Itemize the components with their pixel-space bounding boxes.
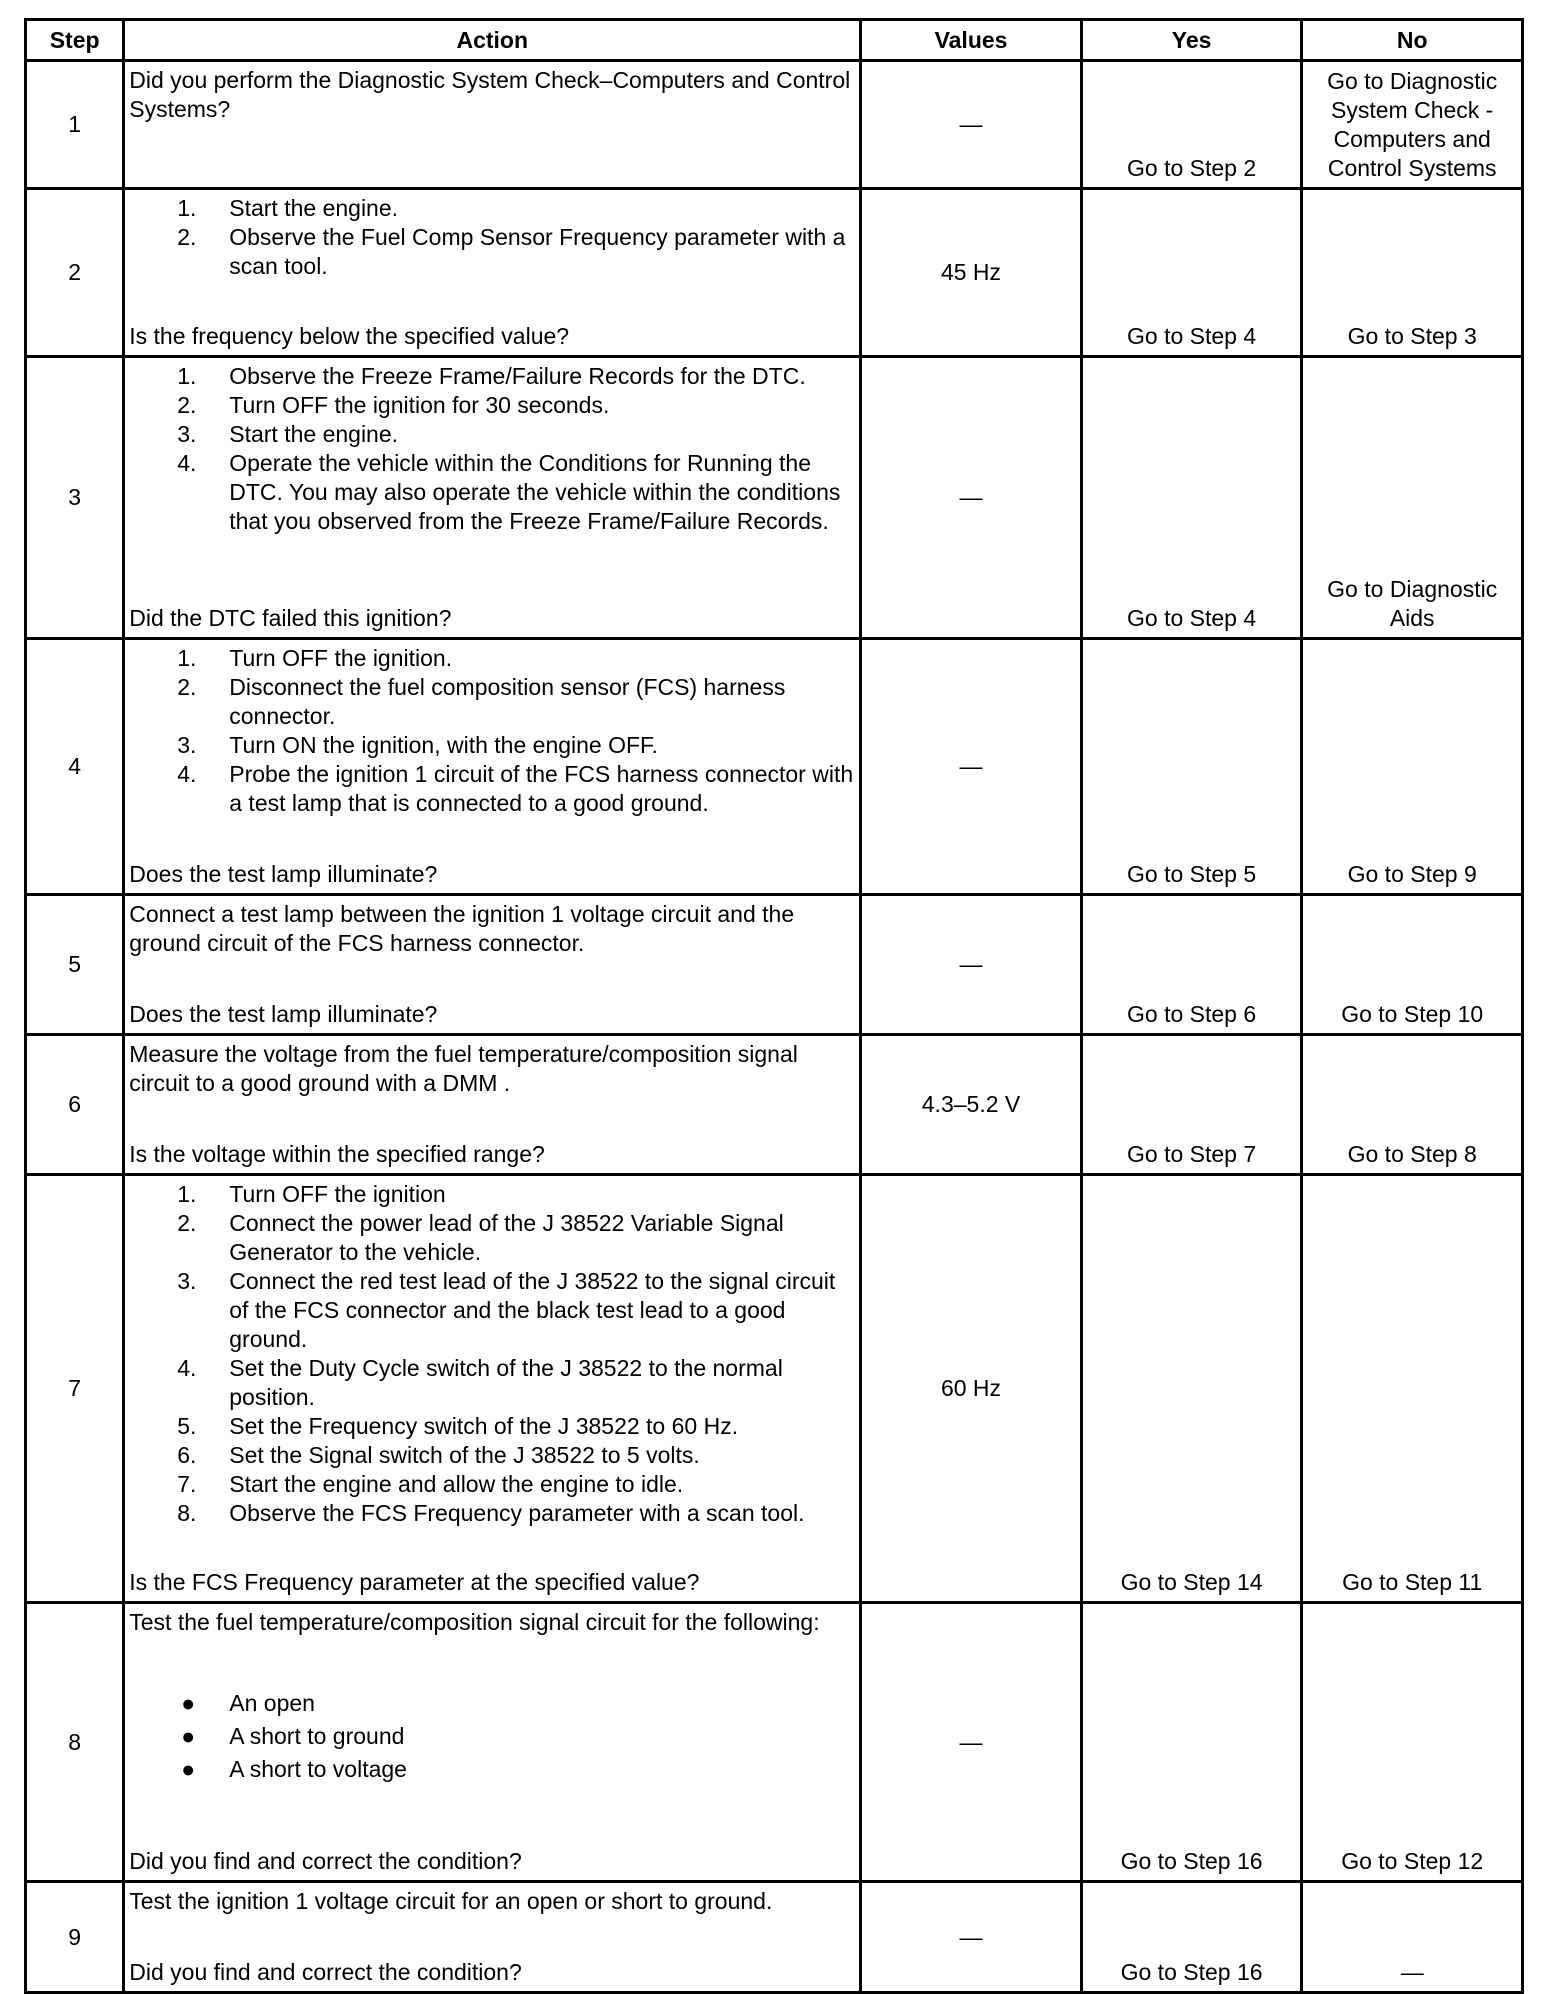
no-action: Go to Step 3 [1347,323,1477,349]
list-item [129,194,855,223]
action-cell [124,189,861,357]
table-row [26,189,1523,357]
yes-action: Go to Step 16 [1120,1848,1263,1874]
yes-action: Go to Step 4 [1127,323,1257,349]
step-number: 8 [26,1603,124,1882]
yes-cell [1081,189,1302,357]
table-row [26,1882,1523,1993]
action-instruction: Measure the voltage from the fuel temperature/composition signal circuit to a good ground with a DMM . [129,1041,798,1096]
value-cell: — [861,1603,1082,1882]
list-item-text: Operate the vehicle within the Conditions for Running the DTC. You may also operate the vehicle within the conditions that you observed from the Freeze Frame/Failure Records. [229,450,841,534]
value-cell: 4.3–5.2 V [861,1035,1082,1175]
action-cell [124,895,861,1035]
action-steps-list [129,362,855,536]
list-item [129,391,855,420]
list-item [129,731,855,760]
list-item-number: 4. [177,761,197,787]
list-item [129,362,855,391]
list-item-text: Start the engine and allow the engine to idle. [229,1471,684,1497]
action-question: Does the test lamp illuminate? [129,861,438,887]
list-item-text: Start the engine. [229,421,399,447]
list-item-number: 3. [177,421,197,447]
list-item [129,1267,855,1354]
list-item [129,673,855,731]
list-item-text: A short to ground [229,1723,405,1749]
no-action: Go to Diagnostic Aids [1327,576,1498,631]
spacer [129,1916,855,1958]
list-item-text: Set the Signal switch of the J 38522 to 5 volts. [229,1442,700,1468]
no-action: — [1400,1959,1424,1985]
step-number: 1 [26,61,124,189]
spacer [129,536,855,604]
action-cell [124,61,861,189]
yes-action: Go to Step 14 [1120,1569,1263,1595]
yes-cell [1081,357,1302,639]
list-item [129,1499,855,1528]
action-cell [124,1882,861,1993]
no-action: Go to Diagnostic System Check - Computers and Control Systems [1327,68,1498,181]
table-row [26,1175,1523,1603]
value-cell: — [861,895,1082,1035]
list-item [129,1209,855,1267]
spacer [129,958,855,1000]
action-question: Does the test lamp illuminate? [129,1001,438,1027]
list-item [129,1180,855,1209]
bullet-icon: ● [181,1690,196,1716]
yes-action: Go to Step 6 [1127,1001,1257,1027]
table-row [26,639,1523,895]
list-item-text: Disconnect the fuel composition sensor (FCS) harness connector. [229,674,786,729]
value-cell: — [861,1882,1082,1993]
list-item-number: 1. [177,1181,197,1207]
list-item-text: Observe the Fuel Comp Sensor Frequency parameter with a scan tool. [229,224,846,279]
action-instruction: Connect a test lamp between the ignition 1 voltage circuit and the ground circuit of the FCS harness connector. [129,901,795,956]
list-item [129,1412,855,1441]
step-number: 3 [26,357,124,639]
header-values: Values [861,20,1082,61]
list-item [129,420,855,449]
yes-action: Go to Step 2 [1127,155,1257,181]
diagnostic-table [24,18,1524,1994]
yes-cell [1081,1603,1302,1882]
no-cell [1302,357,1523,639]
list-item-number: 3. [177,732,197,758]
action-question: Is the FCS Frequency parameter at the specified value? [129,1569,700,1595]
yes-cell [1081,1035,1302,1175]
list-item-number: 2. [177,1210,197,1236]
action-instruction: Did you perform the Diagnostic System Check–Computers and Control Systems? [129,67,851,122]
list-item-text: Turn OFF the ignition for 30 seconds. [229,392,610,418]
spacer [129,281,855,322]
yes-action: Go to Step 5 [1127,861,1257,887]
action-steps-list [129,1180,855,1528]
action-question: Did you find and correct the condition? [129,1959,522,1985]
yes-action: Go to Step 7 [1127,1141,1257,1167]
yes-cell [1081,639,1302,895]
value-cell: — [861,639,1082,895]
action-question: Did you find and correct the condition? [129,1848,522,1874]
bullet-icon: ● [181,1756,196,1782]
list-item-text: Set the Frequency switch of the J 38522 to 60 Hz. [229,1413,739,1439]
list-item-text: Turn OFF the ignition. [229,645,453,671]
list-item-number: 1. [177,645,197,671]
list-item-number: 7. [177,1471,197,1497]
no-cell [1302,189,1523,357]
header-step: Step [26,20,124,61]
no-cell [1302,1882,1523,1993]
list-item-number: 5. [177,1413,197,1439]
yes-cell [1081,895,1302,1035]
action-steps-list [129,644,855,818]
no-cell [1302,639,1523,895]
table-body [26,61,1523,1993]
step-number: 5 [26,895,124,1035]
no-cell [1302,1175,1523,1603]
step-number: 9 [26,1882,124,1993]
spacer [129,1528,855,1568]
list-item-text: An open [229,1690,315,1716]
value-cell: 45 Hz [861,189,1082,357]
list-item-text: Observe the FCS Frequency parameter with a scan tool. [229,1500,805,1526]
header-row [26,20,1523,61]
no-action: Go to Step 10 [1341,1001,1484,1027]
no-cell [1302,1035,1523,1175]
action-cell [124,639,861,895]
list-item-text: Turn ON the ignition, with the engine OFF. [229,732,658,758]
header-yes: Yes [1081,20,1302,61]
action-question: Did the DTC failed this ignition? [129,605,452,631]
no-cell [1302,61,1523,189]
action-cell [124,1175,861,1603]
list-item-number: 1. [177,363,197,389]
action-cell [124,357,861,639]
step-number: 7 [26,1175,124,1603]
list-item [129,1470,855,1499]
no-action: Go to Step 11 [1342,1569,1483,1595]
table-row [26,1603,1523,1882]
list-item-text: Connect the power lead of the J 38522 Variable Signal Generator to the vehicle. [229,1210,784,1265]
list-item-number: 2. [177,674,197,700]
spacer [129,1786,855,1847]
no-action: Go to Step 9 [1347,861,1477,887]
list-item-number: 3. [177,1268,197,1294]
value-cell: — [861,61,1082,189]
list-item-text: Probe the ignition 1 circuit of the FCS harness connector with a test lamp that is connected to a good ground. [229,761,854,816]
value-cell: — [861,357,1082,639]
yes-action: Go to Step 16 [1120,1959,1263,1985]
table-row [26,1035,1523,1175]
yes-cell [1081,1882,1302,1993]
step-number: 2 [26,189,124,357]
action-instruction: Test the ignition 1 voltage circuit for an open or short to ground. [129,1888,773,1914]
list-item [129,644,855,673]
list-item [129,449,855,536]
list-item-text: Turn OFF the ignition [229,1181,446,1207]
action-question: Is the voltage within the specified range? [129,1141,545,1167]
action-instruction: Test the fuel temperature/composition signal circuit for the following: [129,1609,820,1635]
value-cell: 60 Hz [861,1175,1082,1603]
table-row [26,61,1523,189]
no-action: Go to Step 8 [1347,1141,1477,1167]
list-item [129,1720,855,1753]
list-item [129,1687,855,1720]
list-item-number: 2. [177,392,197,418]
no-action: Go to Step 12 [1341,1848,1484,1874]
list-item-text: Set the Duty Cycle switch of the J 38522 to the normal position. [229,1355,783,1410]
action-cell [124,1035,861,1175]
list-item-number: 4. [177,450,197,476]
action-steps-list [129,194,855,281]
step-number: 4 [26,639,124,895]
list-item-text: Start the engine. [229,195,399,221]
header-no: No [1302,20,1523,61]
list-item [129,1753,855,1786]
yes-cell [1081,1175,1302,1603]
header-action: Action [124,20,861,61]
table-row [26,357,1523,639]
list-item-number: 6. [177,1442,197,1468]
list-item-number: 1. [177,195,197,221]
list-item-number: 2. [177,224,197,250]
list-item-text: Connect the red test lead of the J 38522 to the signal circuit of the FCS connector and the black test lead to a good ground. [229,1268,836,1352]
yes-action: Go to Step 4 [1127,605,1257,631]
list-item [129,1354,855,1412]
list-item-text: A short to voltage [229,1756,407,1782]
list-item-text: Observe the Freeze Frame/Failure Records for the DTC. [229,363,806,389]
yes-cell [1081,61,1302,189]
condition-bullet-list [129,1687,855,1786]
table-row [26,895,1523,1035]
list-item [129,1441,855,1470]
list-item [129,223,855,281]
no-cell [1302,1603,1523,1882]
list-item-number: 8. [177,1500,197,1526]
list-item [129,760,855,818]
action-question: Is the frequency below the specified value? [129,323,570,349]
action-cell [124,1603,861,1882]
spacer [129,1098,855,1140]
list-item-number: 4. [177,1355,197,1381]
bullet-icon: ● [181,1723,196,1749]
step-number: 6 [26,1035,124,1175]
spacer [129,818,855,860]
no-cell [1302,895,1523,1035]
